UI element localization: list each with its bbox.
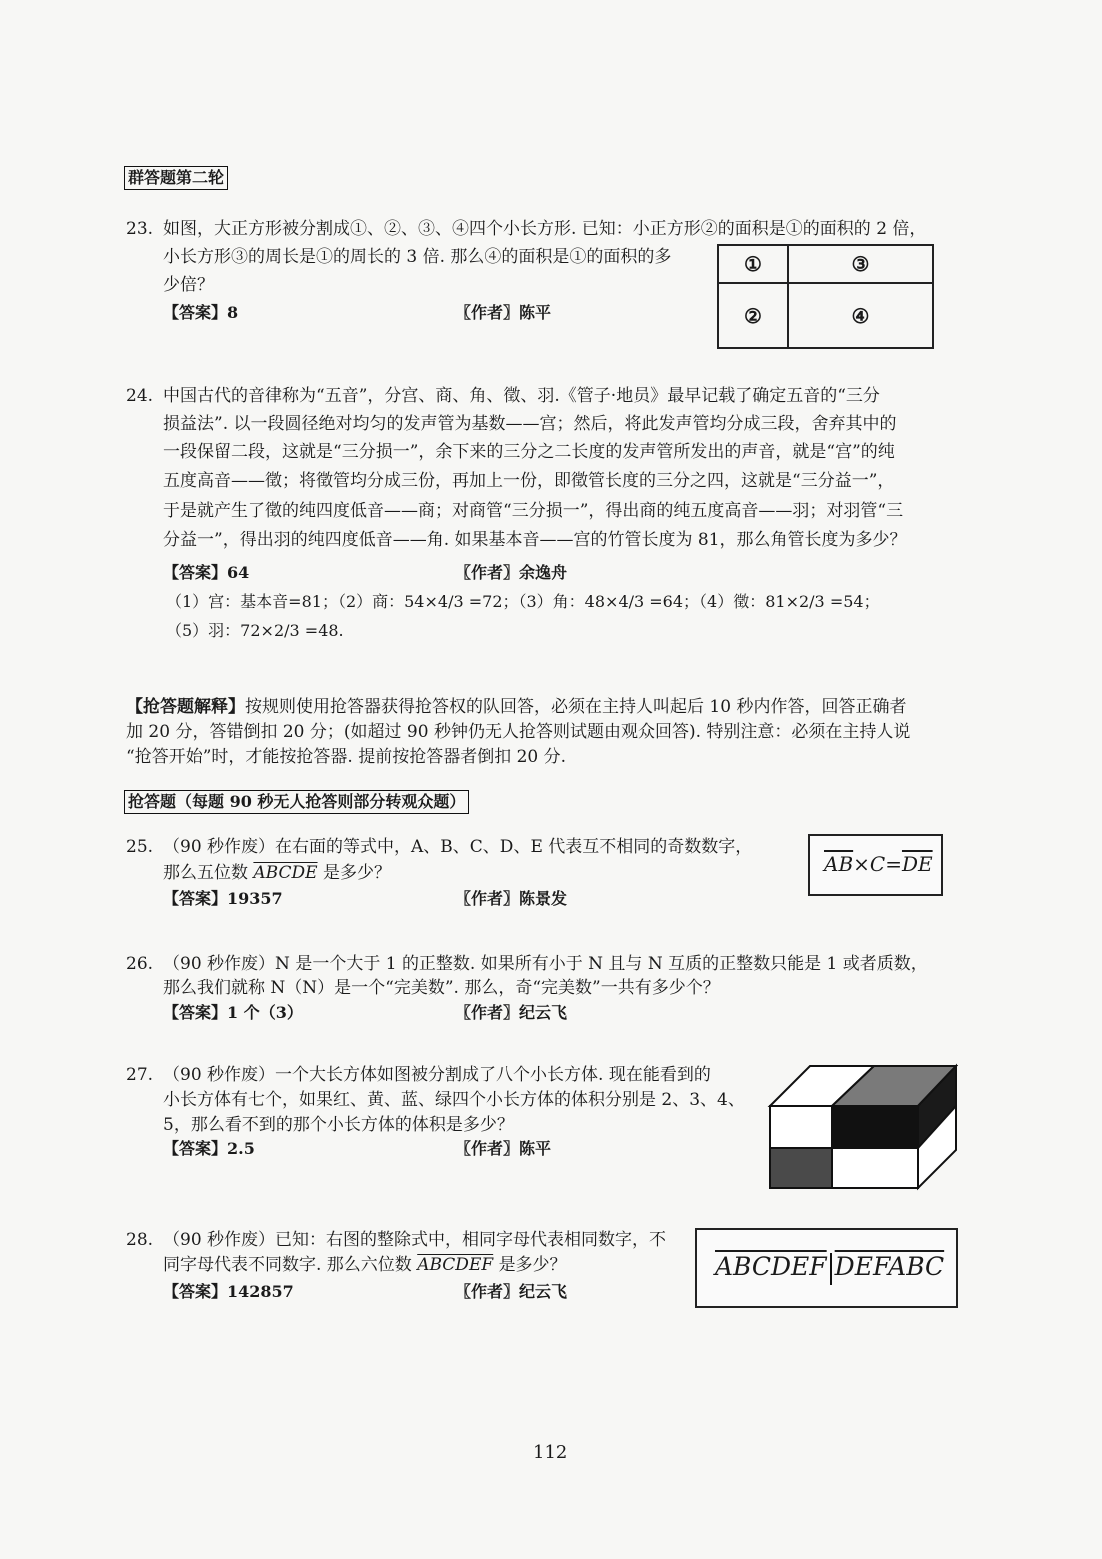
q27-number: 27. [126,1065,154,1085]
q23-cell-3: ③ [788,245,933,283]
q27-front-bottom-left [770,1148,832,1188]
q28-line2-c: 是多少？ [498,1255,567,1275]
q26-author: 〖作者〗纪云飞 [455,1003,568,1022]
q24-solution2: （5）羽：72×2/3 =48. [166,621,344,640]
q24-line5: 于是就产生了徵的纯四度低音——商；对商管“三分损一”，得出商的纯五度高音——羽；对羽管“三 [163,501,904,521]
q28-formula-left: ABCDEF [715,1252,827,1281]
q28-number: 28. [126,1230,154,1250]
q25-formula-box [808,834,943,896]
q25-formula-ab: $\overline{AB}$ [824,852,854,876]
rules-text1: 按规则使用抢答器获得抢答权的队回答，必须在主持人叫起后 10 秒内作答，回答正确者 [245,697,907,717]
q24-line1: 中国古代的音律称为“五音”，分宫、商、角、徵、羽.《管子·地员》最早记载了确定五音的“三分 [163,386,880,406]
q24-line6: 分益一”，得出羽的纯四度低音——角. 如果基本音——宫的竹管长度为 81，那么角管长度为多少？ [163,530,907,550]
q26-line2: 那么我们就称 N（N）是一个“完美数”. 那么，奇“完美数”一共有多少个？ [163,978,720,998]
q25-line2-a: 那么五位数 [163,863,248,883]
q24-answer: 【答案】64 [163,563,250,582]
q27-front-top-left [770,1106,832,1148]
rules-line3: “抢答开始”时，才能按抢答器. 提前按抢答器者倒扣 20 分. [126,747,567,767]
q24-line2: 损益法”. 以一段圆径绝对均匀的发声管为基数——宫；然后，将此发声管均分成三段，舍弃其中的 [163,414,897,434]
q27-line3: 5，那么看不到的那个小长方体的体积是多少？ [163,1115,514,1135]
q28-formula [715,1252,944,1285]
q25-formula-mid: ×C= [853,852,902,876]
q28-author: 〖作者〗纪云飞 [455,1282,568,1301]
q23-line3: 少倍？ [163,275,214,295]
q26-number: 26. [126,954,154,974]
q28-formula-right: DEFABC [834,1252,945,1281]
q23-rect-diagram [717,244,934,349]
rules-line2: 加 20 分，答错倒扣 20 分；(如超过 90 秒钟仍无人抢答则试题由观众回答). 特别注意：必须在主持人说 [126,722,911,742]
q24-line3: 一段保留二段，这就是“三分损一”，余下来的三分之二长度的发声管所发出的声音，就是“宫”的纯 [163,442,895,462]
q27-cuboid-diagram [766,1062,958,1192]
section-title-group: 群答题第二轮 [124,166,228,190]
q28-number-abcdef: ABCDEF [417,1255,494,1275]
q25-number: 25. [126,837,154,857]
q24-solution1: （1）宫：基本音=81；（2）商：54×4/3 =72；（3）角：48×4/3 =64；（4）徵：81×2/3 =54； [166,592,880,611]
q23-author: 〖作者〗陈平 [455,303,552,322]
page-number: 112 [533,1442,568,1463]
q24-author: 〖作者〗余逸舟 [455,563,568,582]
q23-cell-2: ② [718,283,788,348]
q25-line1: （90 秒作废）在右面的等式中，A、B、C、D、E 代表互不相同的奇数数字， [163,837,753,857]
q25-author: 〖作者〗陈景发 [455,889,568,908]
rules-line1 [126,693,906,721]
q24-number: 24. [126,386,154,406]
q27-author: 〖作者〗陈平 [455,1139,552,1158]
q27-front-bottom-right [832,1148,918,1188]
rules-label: 【抢答题解释】 [126,697,245,717]
q25-answer: 【答案】19357 [163,889,283,908]
q28-line2 [163,1251,567,1279]
q28-divides-bar [830,1253,832,1285]
q27-line2: 小长方体有七个，如果红、黄、蓝、绿四个小长方体的体积分别是 2、3、4、 [163,1090,745,1110]
q24-line4: 五度高音——徵；将徵管均分成三份，再加上一份，即徵管长度的三分之四，这就是“三分益一”， [163,471,895,491]
q25-line2 [163,859,391,887]
q27-line1: （90 秒作废）一个大长方体如图被分割成了八个小长方体. 现在能看到的 [163,1065,711,1085]
q27-answer: 【答案】2.5 [163,1139,255,1158]
q23-number: 23. [126,219,154,239]
q28-line2-a: 同字母代表不同数字. 那么六位数 [163,1255,412,1275]
q25-formula-de: $\overline{DE}$ [901,852,933,876]
q27-front-top-right [832,1106,918,1148]
q23-cell-1: ① [718,245,788,283]
q23-cell-4: ④ [788,283,933,348]
q25-formula [824,852,933,876]
q23-line1: 如图，大正方形被分割成①、②、③、④四个小长方形. 已知：小正方形②的面积是①的面积的 2 倍， [163,219,927,239]
q26-line1: （90 秒作废）N 是一个大于 1 的正整数. 如果所有小于 N 且与 N 互质的正整数只能是 1 或者质数， [163,954,928,974]
q23-line2: 小长方形③的周长是①的周长的 3 倍. 那么④的面积是①的面积的多 [163,247,672,267]
q25-number-abcde: ABCDE [253,863,318,883]
q25-line2-c: 是多少？ [322,863,391,883]
q26-answer: 【答案】1 个（3） [163,1003,303,1022]
q28-answer: 【答案】142857 [163,1282,294,1301]
section-title-rush: 抢答题（每题 90 秒无人抢答则部分转观众题） [124,790,469,814]
q28-formula-box [695,1228,958,1308]
q28-line1: （90 秒作废）已知：右图的整除式中，相同字母代表相同数字，不 [163,1230,667,1250]
q23-answer: 【答案】8 [163,303,239,322]
